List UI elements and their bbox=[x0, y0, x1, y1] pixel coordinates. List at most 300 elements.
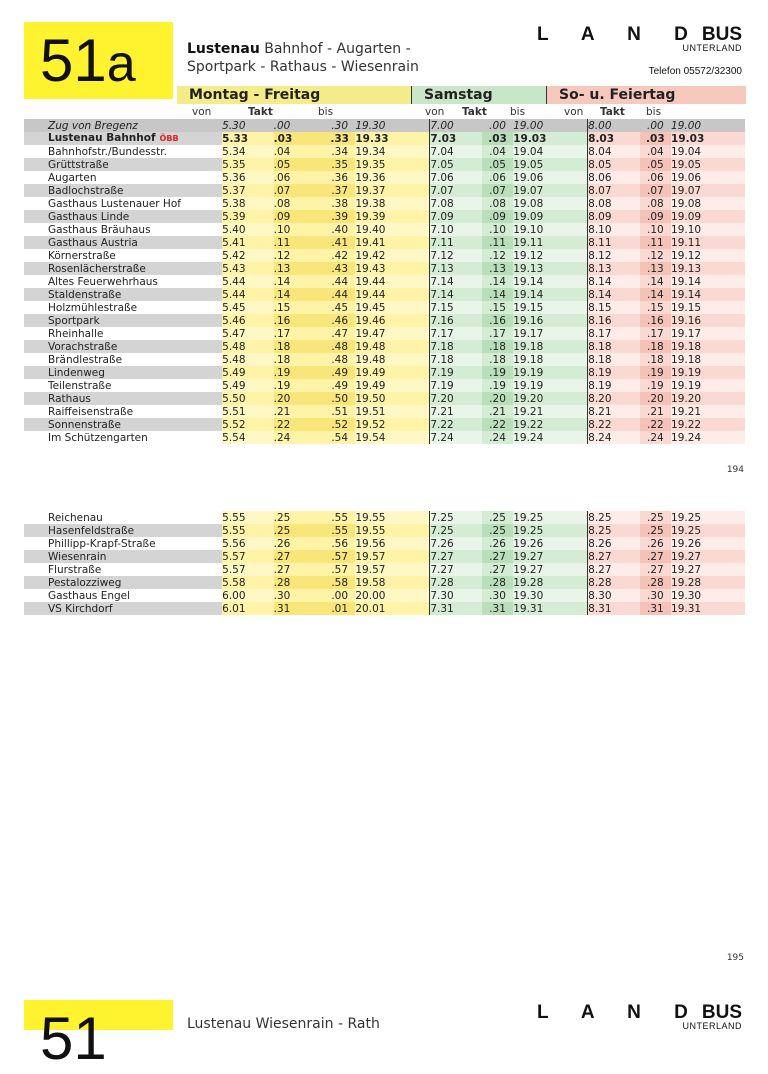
weekday-takt-1: .03 bbox=[274, 132, 324, 145]
saturday-to: 19.08 bbox=[513, 197, 587, 210]
sunday-from: 8.22 bbox=[588, 418, 640, 431]
stop-label: Badlochstraße bbox=[48, 184, 124, 197]
saturday-to: 19.10 bbox=[513, 223, 587, 236]
weekday-takt-2: .45 bbox=[324, 301, 355, 314]
stop-label: Brändlestraße bbox=[48, 353, 123, 366]
weekday-takt-2: .48 bbox=[324, 340, 355, 353]
subheader-sat-takt: Takt bbox=[462, 106, 487, 118]
weekday-takt-1: .27 bbox=[274, 550, 324, 563]
sunday-to: 19.11 bbox=[671, 236, 745, 249]
stop-label: Körnerstraße bbox=[48, 249, 116, 262]
sunday-from: 8.09 bbox=[588, 210, 640, 223]
weekday-to: 19.55 bbox=[355, 524, 429, 537]
stop-label: Pestalozziweg bbox=[48, 576, 122, 589]
weekday-takt-2: .40 bbox=[324, 223, 355, 236]
table-row bbox=[24, 262, 745, 275]
saturday-takt: .28 bbox=[482, 576, 513, 589]
sunday-from: 8.20 bbox=[588, 392, 640, 405]
sunday-takt: .14 bbox=[640, 275, 671, 288]
sunday-from: 8.14 bbox=[588, 288, 640, 301]
table-row bbox=[24, 576, 745, 589]
weekday-takt-2: .44 bbox=[324, 275, 355, 288]
weekday-to: 19.40 bbox=[355, 223, 429, 236]
saturday-to: 19.17 bbox=[513, 327, 587, 340]
weekday-to: 19.35 bbox=[355, 158, 429, 171]
weekday-from: 5.55 bbox=[222, 511, 274, 524]
header-weekday: Montag - Freitag bbox=[177, 86, 411, 104]
next-page-badge: 51 bbox=[24, 1000, 173, 1030]
weekday-takt-2: .58 bbox=[324, 576, 355, 589]
saturday-to: 19.18 bbox=[513, 340, 587, 353]
weekday-takt-2: .48 bbox=[324, 353, 355, 366]
saturday-to: 19.22 bbox=[513, 418, 587, 431]
saturday-to: 19.09 bbox=[513, 210, 587, 223]
stop-name bbox=[24, 301, 222, 314]
saturday-takt: .05 bbox=[482, 158, 513, 171]
weekday-takt-1: .06 bbox=[274, 171, 324, 184]
stop-name bbox=[24, 431, 222, 444]
saturday-from: 7.19 bbox=[430, 366, 482, 379]
sunday-takt: .19 bbox=[640, 366, 671, 379]
saturday-takt: .14 bbox=[482, 275, 513, 288]
sunday-from: 8.07 bbox=[588, 184, 640, 197]
sunday-to: 19.18 bbox=[671, 353, 745, 366]
sunday-to: 19.07 bbox=[671, 184, 745, 197]
sunday-from: 8.13 bbox=[588, 262, 640, 275]
stop-label: Lustenau Bahnhof bbox=[48, 132, 156, 144]
table-row bbox=[24, 314, 745, 327]
weekday-to: 19.39 bbox=[355, 210, 429, 223]
saturday-from: 7.05 bbox=[430, 158, 482, 171]
weekday-takt-2: .33 bbox=[324, 132, 355, 145]
stop-name bbox=[24, 418, 222, 431]
sunday-takt: .03 bbox=[640, 132, 671, 145]
stop-label: Reichenau bbox=[48, 511, 103, 524]
saturday-takt: .12 bbox=[482, 249, 513, 262]
table-row bbox=[24, 563, 745, 576]
weekday-to: 19.57 bbox=[355, 550, 429, 563]
saturday-takt: .10 bbox=[482, 223, 513, 236]
weekday-takt-2: .01 bbox=[324, 602, 355, 615]
weekday-takt-1: .10 bbox=[274, 223, 324, 236]
sunday-takt: .18 bbox=[640, 340, 671, 353]
stop-name bbox=[24, 589, 222, 602]
weekday-takt-2: .51 bbox=[324, 405, 355, 418]
stop-label: Sportpark bbox=[48, 314, 100, 327]
stop-name bbox=[24, 366, 222, 379]
weekday-takt-1: .04 bbox=[274, 145, 324, 158]
sunday-to: 19.22 bbox=[671, 418, 745, 431]
sunday-takt: .27 bbox=[640, 563, 671, 576]
weekday-from: 5.54 bbox=[222, 431, 274, 444]
stop-name bbox=[24, 223, 222, 236]
sunday-to: 19.19 bbox=[671, 366, 745, 379]
subheader-sat-bis: bis bbox=[510, 106, 526, 118]
saturday-from: 7.18 bbox=[430, 353, 482, 366]
saturday-takt: .04 bbox=[482, 145, 513, 158]
saturday-takt: .08 bbox=[482, 197, 513, 210]
stop-label: Gasthaus Austria bbox=[48, 236, 138, 249]
sunday-to: 19.19 bbox=[671, 379, 745, 392]
saturday-to: 19.31 bbox=[513, 602, 587, 615]
weekday-to: 19.48 bbox=[355, 340, 429, 353]
weekday-takt-2: .56 bbox=[324, 537, 355, 550]
saturday-from: 7.16 bbox=[430, 314, 482, 327]
weekday-takt-1: .07 bbox=[274, 184, 324, 197]
table-row bbox=[24, 223, 745, 236]
saturday-takt: .18 bbox=[482, 353, 513, 366]
weekday-to: 19.33 bbox=[355, 132, 429, 145]
table-row bbox=[24, 405, 745, 418]
saturday-from: 7.03 bbox=[430, 132, 482, 145]
weekday-takt-1: .11 bbox=[274, 236, 324, 249]
saturday-from: 7.11 bbox=[430, 236, 482, 249]
weekday-to: 19.49 bbox=[355, 366, 429, 379]
sunday-to: 19.14 bbox=[671, 288, 745, 301]
weekday-takt-2: .47 bbox=[324, 327, 355, 340]
table-row bbox=[24, 184, 745, 197]
weekday-takt-1: .20 bbox=[274, 392, 324, 405]
sunday-takt: .07 bbox=[640, 184, 671, 197]
weekday-to: 19.30 bbox=[355, 119, 429, 132]
stop-label: Zug von Bregenz bbox=[48, 119, 138, 132]
weekday-from: 5.42 bbox=[222, 249, 274, 262]
weekday-to: 19.37 bbox=[355, 184, 429, 197]
weekday-takt-1: .08 bbox=[274, 197, 324, 210]
weekday-to: 19.46 bbox=[355, 314, 429, 327]
saturday-to: 19.00 bbox=[513, 119, 587, 132]
sunday-from: 8.18 bbox=[588, 353, 640, 366]
weekday-takt-1: .15 bbox=[274, 301, 324, 314]
weekday-to: 19.34 bbox=[355, 145, 429, 158]
saturday-to: 19.27 bbox=[513, 550, 587, 563]
table-row bbox=[24, 353, 745, 366]
table-row bbox=[24, 327, 745, 340]
weekday-takt-1: .18 bbox=[274, 353, 324, 366]
weekday-from: 5.36 bbox=[222, 171, 274, 184]
weekday-takt-1: .21 bbox=[274, 405, 324, 418]
sunday-to: 19.25 bbox=[671, 511, 745, 524]
saturday-from: 7.17 bbox=[430, 327, 482, 340]
sunday-takt: .14 bbox=[640, 288, 671, 301]
stop-label: Altes Feuerwehrhaus bbox=[48, 275, 158, 288]
weekday-takt-2: .36 bbox=[324, 171, 355, 184]
sunday-from: 8.17 bbox=[588, 327, 640, 340]
weekday-from: 5.46 bbox=[222, 314, 274, 327]
weekday-to: 19.52 bbox=[355, 418, 429, 431]
saturday-takt: .25 bbox=[482, 524, 513, 537]
weekday-from: 5.35 bbox=[222, 158, 274, 171]
sunday-to: 19.25 bbox=[671, 524, 745, 537]
sunday-to: 19.06 bbox=[671, 171, 745, 184]
weekday-to: 19.42 bbox=[355, 249, 429, 262]
weekday-to: 19.47 bbox=[355, 327, 429, 340]
sunday-takt: .13 bbox=[640, 262, 671, 275]
weekday-takt-1: .13 bbox=[274, 262, 324, 275]
weekday-takt-2: .55 bbox=[324, 524, 355, 537]
stop-name bbox=[24, 327, 222, 340]
saturday-to: 19.30 bbox=[513, 589, 587, 602]
saturday-takt: .31 bbox=[482, 602, 513, 615]
weekday-takt-1: .26 bbox=[274, 537, 324, 550]
sunday-from: 8.11 bbox=[588, 236, 640, 249]
sunday-takt: .16 bbox=[640, 314, 671, 327]
sunday-to: 19.24 bbox=[671, 431, 745, 444]
weekday-to: 19.48 bbox=[355, 353, 429, 366]
sunday-takt: .05 bbox=[640, 158, 671, 171]
saturday-from: 7.25 bbox=[430, 524, 482, 537]
stop-name bbox=[24, 197, 222, 210]
saturday-from: 7.15 bbox=[430, 301, 482, 314]
sunday-to: 19.28 bbox=[671, 576, 745, 589]
stop-name bbox=[24, 262, 222, 275]
sunday-to: 19.00 bbox=[671, 119, 745, 132]
stop-label: Gasthaus Linde bbox=[48, 210, 130, 223]
weekday-takt-1: .25 bbox=[274, 511, 324, 524]
table-row bbox=[24, 340, 745, 353]
sunday-takt: .20 bbox=[640, 392, 671, 405]
sunday-to: 19.14 bbox=[671, 275, 745, 288]
sunday-from: 8.27 bbox=[588, 550, 640, 563]
sunday-from: 8.31 bbox=[588, 602, 640, 615]
weekday-takt-2: .37 bbox=[324, 184, 355, 197]
weekday-takt-2: .54 bbox=[324, 431, 355, 444]
sunday-takt: .08 bbox=[640, 197, 671, 210]
saturday-from: 7.25 bbox=[430, 511, 482, 524]
sunday-from: 8.27 bbox=[588, 563, 640, 576]
weekday-to: 19.56 bbox=[355, 537, 429, 550]
saturday-from: 7.04 bbox=[430, 145, 482, 158]
table-row bbox=[24, 550, 745, 563]
stop-name bbox=[24, 576, 222, 589]
sunday-takt: .00 bbox=[640, 119, 671, 132]
saturday-to: 19.25 bbox=[513, 511, 587, 524]
sunday-from: 8.19 bbox=[588, 366, 640, 379]
sunday-to: 19.17 bbox=[671, 327, 745, 340]
sunday-takt: .25 bbox=[640, 524, 671, 537]
table-row bbox=[24, 418, 745, 431]
weekday-to: 19.38 bbox=[355, 197, 429, 210]
sunday-takt: .31 bbox=[640, 602, 671, 615]
weekday-from: 5.44 bbox=[222, 288, 274, 301]
weekday-takt-2: .38 bbox=[324, 197, 355, 210]
table-row bbox=[24, 197, 745, 210]
weekday-takt-2: .30 bbox=[324, 119, 355, 132]
sunday-to: 19.30 bbox=[671, 589, 745, 602]
saturday-takt: .14 bbox=[482, 288, 513, 301]
saturday-takt: .27 bbox=[482, 550, 513, 563]
sunday-to: 19.15 bbox=[671, 301, 745, 314]
stop-label: Lindenweg bbox=[48, 366, 105, 379]
weekday-from: 5.30 bbox=[222, 119, 274, 132]
sunday-takt: .22 bbox=[640, 418, 671, 431]
stop-label: Phillipp-Krapf-Straße bbox=[48, 537, 156, 550]
stop-label: Wiesenrain bbox=[48, 550, 107, 563]
sunday-from: 8.14 bbox=[588, 275, 640, 288]
saturday-from: 7.24 bbox=[430, 431, 482, 444]
saturday-from: 7.09 bbox=[430, 210, 482, 223]
sunday-to: 19.13 bbox=[671, 262, 745, 275]
weekday-to: 19.58 bbox=[355, 576, 429, 589]
saturday-to: 19.07 bbox=[513, 184, 587, 197]
weekday-from: 6.01 bbox=[222, 602, 274, 615]
stop-name bbox=[24, 563, 222, 576]
weekday-from: 5.40 bbox=[222, 223, 274, 236]
weekday-from: 5.43 bbox=[222, 262, 274, 275]
sunday-from: 8.06 bbox=[588, 171, 640, 184]
saturday-to: 19.11 bbox=[513, 236, 587, 249]
saturday-takt: .25 bbox=[482, 511, 513, 524]
weekday-takt-1: .14 bbox=[274, 288, 324, 301]
weekday-takt-2: .52 bbox=[324, 418, 355, 431]
sunday-takt: .18 bbox=[640, 353, 671, 366]
table-row bbox=[24, 431, 745, 444]
table-row bbox=[24, 119, 745, 132]
next-page-route: Lustenau Wiesenrain - Rath bbox=[187, 1016, 380, 1032]
stop-label: VS Kirchdorf bbox=[48, 602, 113, 615]
weekday-to: 19.57 bbox=[355, 563, 429, 576]
saturday-takt: .21 bbox=[482, 405, 513, 418]
weekday-to: 20.00 bbox=[355, 589, 429, 602]
stop-name bbox=[24, 392, 222, 405]
sunday-to: 19.26 bbox=[671, 537, 745, 550]
table-row bbox=[24, 158, 745, 171]
sunday-from: 8.00 bbox=[588, 119, 640, 132]
page-number: 194 bbox=[726, 465, 744, 475]
saturday-from: 7.08 bbox=[430, 197, 482, 210]
stop-label: Augarten bbox=[48, 171, 97, 184]
weekday-to: 19.41 bbox=[355, 236, 429, 249]
weekday-to: 19.44 bbox=[355, 275, 429, 288]
sunday-to: 19.16 bbox=[671, 314, 745, 327]
stop-label: Vorachstraße bbox=[48, 340, 118, 353]
saturday-from: 7.18 bbox=[430, 340, 482, 353]
table-row bbox=[24, 236, 745, 249]
weekday-from: 5.50 bbox=[222, 392, 274, 405]
sunday-to: 19.09 bbox=[671, 210, 745, 223]
weekday-takt-2: .50 bbox=[324, 392, 355, 405]
saturday-to: 19.21 bbox=[513, 405, 587, 418]
saturday-to: 19.19 bbox=[513, 379, 587, 392]
stop-label: Gasthaus Lustenauer Hof bbox=[48, 197, 181, 210]
saturday-to: 19.25 bbox=[513, 524, 587, 537]
sunday-from: 8.25 bbox=[588, 511, 640, 524]
sunday-takt: .30 bbox=[640, 589, 671, 602]
saturday-takt: .18 bbox=[482, 340, 513, 353]
stop-name bbox=[24, 524, 222, 537]
sunday-takt: .26 bbox=[640, 537, 671, 550]
weekday-from: 5.38 bbox=[222, 197, 274, 210]
timetable-main bbox=[24, 119, 745, 444]
saturday-from: 7.13 bbox=[430, 262, 482, 275]
weekday-takt-2: .49 bbox=[324, 366, 355, 379]
weekday-to: 20.01 bbox=[355, 602, 429, 615]
weekday-takt-2: .00 bbox=[324, 589, 355, 602]
saturday-takt: .22 bbox=[482, 418, 513, 431]
table-row bbox=[24, 511, 745, 524]
saturday-from: 7.07 bbox=[430, 184, 482, 197]
sunday-to: 19.04 bbox=[671, 145, 745, 158]
weekday-from: 6.00 bbox=[222, 589, 274, 602]
weekday-takt-1: .12 bbox=[274, 249, 324, 262]
weekday-from: 5.44 bbox=[222, 275, 274, 288]
page-number-2: 195 bbox=[726, 953, 744, 963]
saturday-from: 7.14 bbox=[430, 275, 482, 288]
stop-label: Rosenlächerstraße bbox=[48, 262, 146, 275]
weekday-takt-1: .30 bbox=[274, 589, 324, 602]
subheader-sun-takt: Takt bbox=[600, 106, 625, 118]
stop-name bbox=[24, 405, 222, 418]
weekday-takt-1: .16 bbox=[274, 314, 324, 327]
weekday-takt-2: .44 bbox=[324, 288, 355, 301]
header-sunday: So- u. Feiertag bbox=[546, 86, 746, 104]
sunday-from: 8.25 bbox=[588, 524, 640, 537]
route-title: Lustenau Bahnhof - Augarten - Sportpark - Rathaus - Wiesenrain bbox=[187, 41, 419, 75]
weekday-to: 19.55 bbox=[355, 511, 429, 524]
weekday-takt-2: .57 bbox=[324, 563, 355, 576]
sunday-from: 8.30 bbox=[588, 589, 640, 602]
weekday-to: 19.54 bbox=[355, 431, 429, 444]
stop-label: Sonnenstraße bbox=[48, 418, 121, 431]
table-row bbox=[24, 275, 745, 288]
sunday-to: 19.05 bbox=[671, 158, 745, 171]
table-row bbox=[24, 392, 745, 405]
saturday-to: 19.20 bbox=[513, 392, 587, 405]
landbus-logo: L A N DBUS UNTERLAND bbox=[537, 24, 742, 53]
weekday-from: 5.41 bbox=[222, 236, 274, 249]
saturday-from: 7.27 bbox=[430, 550, 482, 563]
weekday-takt-1: .14 bbox=[274, 275, 324, 288]
stop-label: Flurstraße bbox=[48, 563, 102, 576]
stop-name bbox=[24, 184, 222, 197]
weekday-from: 5.48 bbox=[222, 353, 274, 366]
weekday-to: 19.45 bbox=[355, 301, 429, 314]
sunday-takt: .15 bbox=[640, 301, 671, 314]
subheader-sun-von: von bbox=[564, 106, 584, 118]
table-row bbox=[24, 145, 745, 158]
weekday-from: 5.57 bbox=[222, 550, 274, 563]
saturday-to: 19.15 bbox=[513, 301, 587, 314]
stop-label: Raiffeisenstraße bbox=[48, 405, 134, 418]
stop-name bbox=[24, 379, 222, 392]
weekday-takt-2: .43 bbox=[324, 262, 355, 275]
sunday-from: 8.15 bbox=[588, 301, 640, 314]
weekday-from: 5.47 bbox=[222, 327, 274, 340]
sunday-from: 8.16 bbox=[588, 314, 640, 327]
sunday-takt: .19 bbox=[640, 379, 671, 392]
sunday-from: 8.18 bbox=[588, 340, 640, 353]
saturday-from: 7.10 bbox=[430, 223, 482, 236]
weekday-takt-1: .22 bbox=[274, 418, 324, 431]
saturday-takt: .11 bbox=[482, 236, 513, 249]
saturday-from: 7.14 bbox=[430, 288, 482, 301]
sunday-to: 19.21 bbox=[671, 405, 745, 418]
table-row bbox=[24, 537, 745, 550]
sunday-takt: .11 bbox=[640, 236, 671, 249]
sunday-takt: .25 bbox=[640, 511, 671, 524]
weekday-takt-1: .19 bbox=[274, 379, 324, 392]
weekday-from: 5.55 bbox=[222, 524, 274, 537]
stop-name bbox=[24, 314, 222, 327]
sunday-from: 8.03 bbox=[588, 132, 640, 145]
sunday-takt: .09 bbox=[640, 210, 671, 223]
stop-name bbox=[24, 249, 222, 262]
saturday-takt: .15 bbox=[482, 301, 513, 314]
table-row bbox=[24, 379, 745, 392]
weekday-takt-1: .17 bbox=[274, 327, 324, 340]
saturday-takt: .19 bbox=[482, 366, 513, 379]
stop-name bbox=[24, 132, 222, 145]
